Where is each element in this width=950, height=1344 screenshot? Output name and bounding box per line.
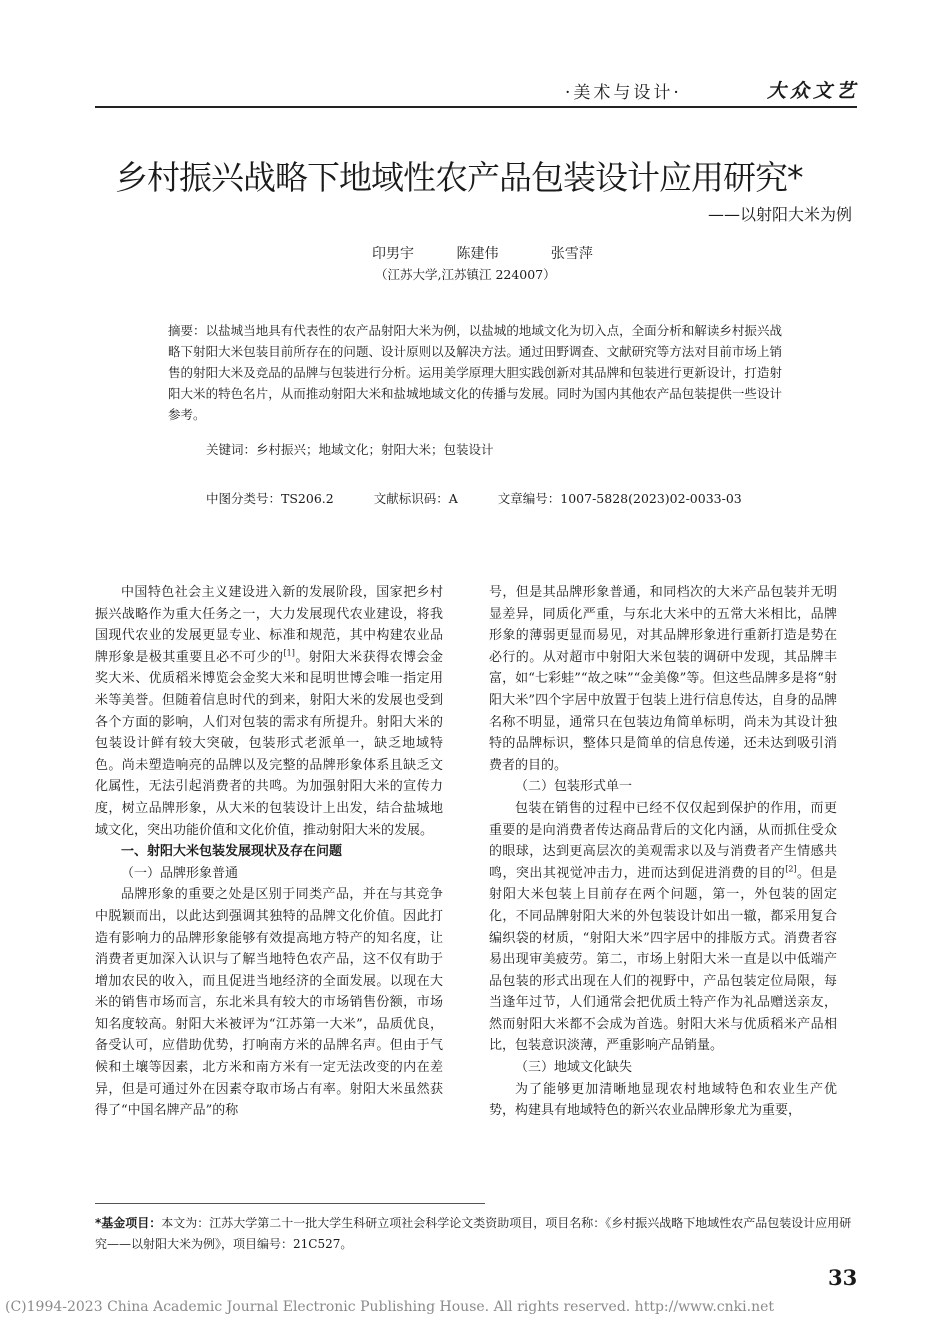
paragraph-text: 。射阳大米获得农博会金奖大米、优质稻米博览会金奖大米和昆明世博会唯一指定用米等美誉。但随着信息时代的到来，射阳大米的发展也受到各个方面的影响，人们对包装的需求有所提升。射阳大米的包装设计鲜有较大突破，包装形式老派单一，缺乏地域特色。尚未塑造响亮的品牌以及完整的品牌形象体系且缺乏文化属性，无法引起消费者的共鸣。为加强射阳大米的宣传力度，树立品牌形象，从大米的包装设计上出发，结合盐城地域文化，突出功能价值和文化价值，推动射阳大米的发展。	[95, 649, 443, 838]
abstract-label: 摘要：	[168, 323, 206, 338]
author-name: 印男宇	[372, 246, 414, 262]
citation-ref: [2]	[785, 864, 797, 874]
header-rule	[95, 106, 857, 108]
footnote-rule	[95, 1203, 485, 1204]
page-number: 33	[828, 1265, 858, 1290]
keywords-label: 关键词：	[206, 442, 257, 457]
citation-ref: [1]	[283, 648, 295, 658]
paragraph	[95, 582, 443, 841]
doc-code-label: 文献标识码：	[373, 491, 449, 506]
subsection-heading: （一）品牌形象普通	[121, 865, 239, 881]
paragraph	[489, 798, 837, 1057]
paragraph: 品牌形象的重要之处是区别于同类产品，并在与其竞争中脱颖而出，以此达到强调其独特的品牌文化价值。因此打造有影响力的品牌形象能够有效提高地方特产的知名度，让消费者更加深入认识与了解当地特色农产品，这不仅有助于增加农民的收入，而且促进当地经济的全面发展。以现在大米的销售市场而言，东北米具有较大的市场销售份额，市场知名度较高。射阳大米被评为“江苏第一大米”，品质优良，备受认可，应借助优势，打响南方米的品牌名声。但由于气候和土壤等因素，北方米和南方米有一定无法改变的内在差异，但是可通过外在因素夺取市场占有率。射阳大米虽然获得了“中国名牌产品”的称	[95, 887, 443, 1119]
footnote-text: 本文为：江苏大学第二十一批大学生科研立项社会科学论文类资助项目，项目名称：《乡村振兴战略下地域性农产品包装设计应用研究——以射阳大米为例》，项目编号：21C527。	[95, 1216, 852, 1251]
paragraph: 为了能够更加清晰地显现农村地域特色和农业生产优势，构建具有地域特色的新兴农业品牌形象尤为重要，	[489, 1081, 837, 1119]
abstract	[168, 320, 782, 425]
subsection-heading: （二）包装形式单一	[515, 779, 633, 795]
author-list	[372, 243, 593, 263]
author-name: 陈建伟	[456, 246, 499, 262]
footnote	[95, 1213, 860, 1255]
paragraph-text: 包装在销售的过程中已经不仅仅起到保护的作用，而更重要的是向消费者传达商品背后的文化内涵，从而抓住受众的眼球，达到更高层次的美观需求以及与消费者产生情感共鸣，突出其视觉冲击力，进而达到促进消费的目的	[489, 800, 837, 881]
affiliation: （江苏大学,江苏镇江 224007）	[375, 267, 556, 282]
section-header: ·美术与设计·	[565, 83, 682, 103]
body-column-left	[95, 582, 443, 1122]
paragraph: 号，但是其品牌形象普通，和同档次的大米产品包装并无明显差异，同质化严重，与东北大米中的五常大米相比，品牌形象的薄弱更显而易见，对其品牌形象进行重新打造是势在必行的。从对超市中射阳大米包装的调研中发现，其品牌丰富，如“七彩蛙”“故之味”“金美像”等。但这些品牌多是将“射阳大米”四个字居中放置于包装上进行信息传达，自身的品牌名称不明显，通常只在包装边角简单标明，尚未为其设计独特的品牌标识，整体只是简单的信息传递，还未达到吸引消费者的目的。	[489, 585, 837, 773]
journal-name: 大众文艺	[767, 80, 860, 102]
paragraph-text: 。但是射阳大米包装上目前存在两个问题，第一，外包装的固定化，不同品牌射阳大米的外包装设计如出一辙，都采用复合编织袋的材质，“射阳大米”四字居中的排版方式。消费者容易出现审美疲劳。第二，市场上射阳大米一直是以中低端产品包装的形式出现在人们的视野中，产品包装定位局限，每当逢年过节，人们通常会把优质土特产作为礼品赠送亲友，然而射阳大米都不会成为首选。射阳大米与优质稻米产品相比，包装意识淡薄，严重影响产品销量。	[489, 865, 837, 1054]
paragraph-text: 中国特色社会主义建设进入新的发展阶段，国家把乡村振兴战略作为重大任务之一，大力发展现代农业建设，将我国现代农业的发展更显专业、标准和规范，其中构建农业品牌形象是极其重要且必不可少的	[95, 585, 443, 665]
footnote-label: *基金项目：	[95, 1216, 162, 1230]
copyright-watermark: (C)1994-2023 China Academic Journal Electronic Publishing House. All rights reserved. http://www.cnki.net	[5, 1299, 775, 1315]
article-number-label: 文章编号：	[497, 491, 561, 506]
doc-code-value: A	[448, 491, 458, 506]
section-heading: 一、射阳大米包装发展现状及存在问题	[121, 844, 343, 860]
keywords-text: 乡村振兴；地域文化；射阳大米；包装设计	[256, 442, 494, 457]
paper-subtitle: ——以射阳大米为例	[708, 205, 853, 224]
clc-label: 中图分类号：	[206, 491, 282, 506]
body-column-right	[489, 582, 837, 1122]
author-name: 张雪萍	[550, 246, 593, 262]
article-number-value: 1007-5828(2023)02-0033-03	[560, 491, 742, 506]
classification-line	[206, 489, 742, 507]
keywords	[206, 440, 494, 458]
paper-title: 乡村振兴战略下地域性农产品包装设计应用研究*	[115, 158, 803, 197]
subsection-heading: （三）地域文化缺失	[515, 1060, 633, 1076]
clc-value: TS206.2	[281, 491, 334, 506]
abstract-text: 以盐城当地具有代表性的农产品射阳大米为例，以盐城的地域文化为切入点，全面分析和解读乡村振兴战略下射阳大米包装目前所存在的问题、设计原则以及解决方法。通过田野调查、文献研究等方法对目前市场上销售的射阳大米及竞品的品牌与包装进行分析。运用美学原理大胆实践创新对其品牌和包装进行更新设计，打造射阳大米的特色名片，从而推动射阳大米和盐城地域文化的传播与发展。同时为国内其他农产品包装提供一些设计参考。	[168, 323, 782, 422]
